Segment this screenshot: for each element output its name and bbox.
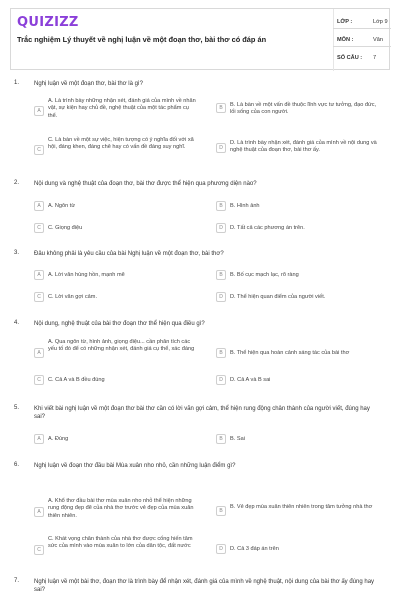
question-number: 3. xyxy=(14,250,20,256)
question-number: 1. xyxy=(14,80,20,86)
option-text: D. Là trình bày nhận xét, đánh giá của mình về nội dung và nghệ thuật của đoạn thơ, bài thơ ấy. xyxy=(230,140,377,154)
option-letter-box: D xyxy=(216,143,226,153)
meta-label: LỚP : xyxy=(337,19,353,25)
question-number: 4. xyxy=(14,320,20,326)
option-text: B. Hình ảnh xyxy=(230,203,260,209)
option-text: A. Là trình bày những nhận xét, đánh giá của mình về nhân vật, sự kiện hay chủ đề, nghệ thuật của một tác phẩm cụ thể. xyxy=(48,98,196,119)
question-number: 7. xyxy=(14,578,20,584)
option-letter-box: A xyxy=(34,106,44,116)
option-text: D. Cả 3 đáp án trên xyxy=(230,546,279,552)
meta-grade xyxy=(333,15,391,29)
meta-value: Lớp 9 xyxy=(373,19,388,25)
option-text: D. Tất cả các phương án trên. xyxy=(230,225,305,231)
option-letter-box: C xyxy=(34,292,44,302)
option-text: D. Cả A và B sai xyxy=(230,377,271,383)
option-letter-box: C xyxy=(34,545,44,555)
option-letter-box: D xyxy=(216,292,226,302)
option-text: A. Ngôn từ xyxy=(48,203,76,209)
meta-value: 7 xyxy=(373,55,377,61)
question-text: Nội dung và nghệ thuật của đoạn thơ, bài thơ được thể hiện qua phương diện nào? xyxy=(34,181,257,187)
quizizz-logo: QUIZIZZ xyxy=(17,15,79,30)
option-letter-box: D xyxy=(216,223,226,233)
question-text: Nghị luận về đoạn thơ đầu bài Mùa xuân nho nhỏ, cần những luận điểm gì? xyxy=(34,463,236,469)
option-letter-box: A xyxy=(34,201,44,211)
option-text: C. Cả A và B đều đúng xyxy=(48,377,105,383)
option-text: C. Lời văn gợi cảm. xyxy=(48,294,97,300)
option-letter-box: B xyxy=(216,103,226,113)
option-letter-box: B xyxy=(216,348,226,358)
option-text: B. Là bàn về một vấn đề thuộc lĩnh vực tư tưởng, đạo đức, lối sống của con người. xyxy=(230,102,377,116)
question-text: Nội dung, nghệ thuật của bài thơ đoạn thơ thể hiện qua điều gì? xyxy=(34,321,205,327)
option-letter-box: C xyxy=(34,145,44,155)
worksheet-header xyxy=(10,8,390,70)
option-letter-box: A xyxy=(34,434,44,444)
question-number: 5. xyxy=(14,405,20,411)
option-text: C. Là bàn về một sự việc, hiện tượng có ý nghĩa đối với xã hội, đáng khen, đáng chê hay có vấn đề đáng suy nghĩ. xyxy=(48,137,194,151)
option-letter-box: C xyxy=(34,223,44,233)
meta-subject xyxy=(333,33,391,47)
option-text: C. Giọng điệu xyxy=(48,225,83,231)
question-text: Đâu không phải là yêu cầu của bài Nghị luận về một đoạn thơ, bài thơ? xyxy=(34,251,224,257)
meta-question-count xyxy=(333,51,391,65)
option-letter-box: A xyxy=(34,348,44,358)
option-text: C. Khát vọng chân thành của nhà thơ được cống hiến tâm sức của mình vào mùa xuân to lớn của dân tộc, đất nước xyxy=(48,536,193,550)
option-letter-box: B xyxy=(216,201,226,211)
option-text: A. Qua ngôn từ, hình ảnh, giọng điệu... cần phân tích các yếu tố đó để có những nhận xét, đánh giá cụ thể, xác đáng xyxy=(48,339,195,353)
option-text: A. Đúng xyxy=(48,436,69,442)
option-letter-box: A xyxy=(34,507,44,517)
meta-value: Văn xyxy=(373,37,383,43)
option-text: B. Vẻ đẹp mùa xuân thiên nhiên trong tâm tưởng nhà thơ xyxy=(230,504,373,510)
option-letter-box: D xyxy=(216,544,226,554)
question-number: 6. xyxy=(14,462,20,468)
option-text: B. Thể hiện qua hoàn cảnh sáng tác của bài thơ xyxy=(230,350,350,356)
option-letter-box: B xyxy=(216,506,226,516)
meta-label: SỐ CÂU : xyxy=(337,55,363,61)
question-number: 2. xyxy=(14,180,20,186)
question-text: Nghị luận về một đoạn thơ, bài thơ là gì? xyxy=(34,81,143,87)
option-text: D. Thể hiện quan điểm của người viết. xyxy=(230,294,326,300)
option-letter-box: B xyxy=(216,270,226,280)
question-text: Nghị luận về một bài thơ, đoạn thơ là trình bày để nhận xét, đánh giá của mình về nghệ thuật, nội dung của bài thơ ấy đúng hay sai? xyxy=(34,579,375,593)
option-text: A. Lời văn hùng hồn, mạnh mẽ xyxy=(48,272,125,278)
option-letter-box: D xyxy=(216,375,226,385)
option-letter-box: B xyxy=(216,434,226,444)
option-letter-box: A xyxy=(34,270,44,280)
option-text: B. Sai xyxy=(230,436,245,442)
option-text: A. Khổ thơ đầu bài thơ mùa xuân nho nhỏ thể hiện những rung động đẹp đẽ của nhà thơ trước vẻ đẹp của mùa xuân thiên nhiên. xyxy=(48,498,194,519)
page-title: Trắc nghiệm Lý thuyết về nghị luận về một đoạn thơ, bài thơ có đáp án xyxy=(17,35,267,44)
option-text: B. Bố cục mạch lạc, rõ ràng xyxy=(230,272,299,278)
question-text: Khi viết bài nghị luận về một đoạn thơ bài thơ cần có lời văn gợi cảm, thể hiện rung động chân thành của người viết, đúng hay sai? xyxy=(34,406,370,420)
meta-label: MÔN : xyxy=(337,37,354,43)
option-letter-box: C xyxy=(34,375,44,385)
